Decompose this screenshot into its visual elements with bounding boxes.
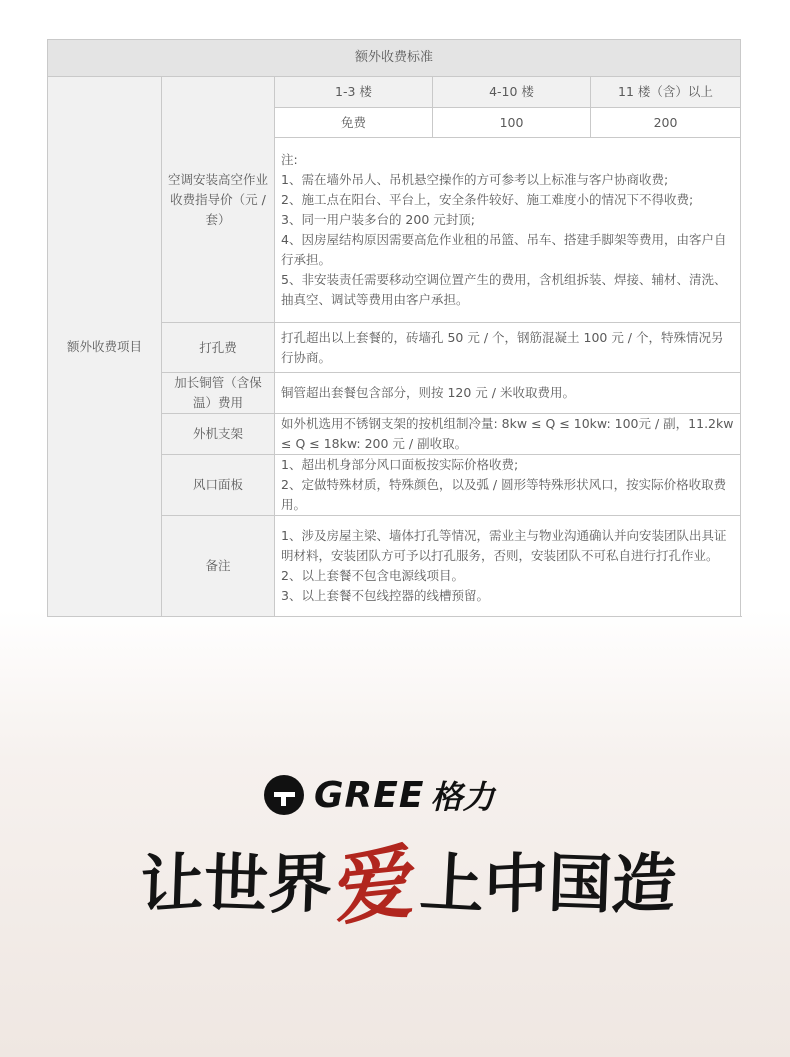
floor-header-3: 11 楼（含）以上 xyxy=(591,77,741,108)
slogan-char-5: 上 xyxy=(418,845,486,924)
vent-panel-label: 风口面板 xyxy=(162,455,275,516)
note-1: 1、需在墙外吊人、吊机悬空操作的方可参考以上标准与客户协商收费; xyxy=(281,172,669,187)
vent-panel-line-1: 1、超出机身部分风口面板按实际价格收费; xyxy=(281,457,519,472)
note-heading: 注: xyxy=(281,152,298,167)
bracket-text: 如外机选用不锈钢支架的按机组制冷量: 8kw ≤ Q ≤ 10kw: 100元 / 副，11.2kw ≤ Q ≤ 18kw: 200 元 / 副收取。 xyxy=(275,414,741,455)
gree-emblem-icon xyxy=(262,773,306,817)
copper-pipe-text: 铜管超出套餐包含部分，则按 120 元 / 米收取费用。 xyxy=(275,373,741,414)
slogan-char-2: 世 xyxy=(202,845,270,924)
high-altitude-label: 空调安装高空作业收费指导价（元 / 套） xyxy=(162,77,275,323)
drilling-fee-label: 打孔费 xyxy=(162,323,275,373)
remark-1: 1、涉及房屋主梁、墙体打孔等情况，需业主与物业沟通确认并向安装团队出具证明材料，安装团队方可予以打孔服务，否则，安装团队不可私自进行打孔作业。 xyxy=(281,528,727,563)
remark-3: 3、以上套餐不包线控器的线槽预留。 xyxy=(281,588,489,603)
price-floor-3: 200 xyxy=(591,108,741,138)
slogan-char-8: 造 xyxy=(609,845,679,924)
slogan-char-6: 中 xyxy=(483,845,549,924)
gree-logo-text: GREE xyxy=(314,774,425,816)
gree-logo xyxy=(262,770,494,820)
slogan-char-1: 让 xyxy=(138,844,206,925)
remarks-label: 备注 xyxy=(162,516,275,617)
price-floor-2: 100 xyxy=(433,108,591,138)
slogan-char-7: 国 xyxy=(546,845,614,924)
gree-logo-cn: 格力 xyxy=(430,778,495,816)
note-2: 2、施工点在阳台、平台上，安全条件较好、施工难度小的情况下不得收费; xyxy=(281,192,694,207)
vent-panel-text xyxy=(275,455,741,516)
drilling-fee-text: 打孔超出以上套餐的，砖墙孔 50 元 / 个，钢筋混凝土 100 元 / 个，特殊情况另行协商。 xyxy=(275,323,741,373)
bracket-label: 外机支架 xyxy=(162,414,275,455)
copper-pipe-label: 加长铜管（含保温）费用 xyxy=(162,373,275,414)
note-5: 5、非安装责任需要移动空调位置产生的费用，含机组拆装、焊接、辅材、清洗、抽真空、调试等费用由客户承担。 xyxy=(281,272,727,307)
note-4: 4、因房屋结构原因需要高危作业租的吊篮、吊车、搭建手脚架等费用，由客户自行承担。 xyxy=(281,232,727,267)
price-floor-1: 免费 xyxy=(275,108,433,138)
floor-header-2: 4-10 楼 xyxy=(433,77,591,108)
slogan-char-4-accent: 爱 xyxy=(334,833,418,937)
high-altitude-notes xyxy=(275,138,741,323)
table-title: 额外收费标准 xyxy=(48,40,741,77)
vent-panel-line-2: 2、定做特殊材质，特殊颜色，以及弧 / 圆形等特殊形状风口，按实际价格收取费用。 xyxy=(281,477,727,512)
note-3: 3、同一用户装多台的 200 元封顶; xyxy=(281,212,475,227)
floor-header-1: 1-3 楼 xyxy=(275,77,433,108)
remark-2: 2、以上套餐不包含电源线项目。 xyxy=(281,568,464,583)
slogan xyxy=(138,830,679,940)
extra-fee-table xyxy=(47,39,741,617)
section-label-extra-fees: 额外收费项目 xyxy=(48,77,162,617)
remarks-text xyxy=(275,516,741,617)
slogan-char-3: 界 xyxy=(266,845,334,924)
